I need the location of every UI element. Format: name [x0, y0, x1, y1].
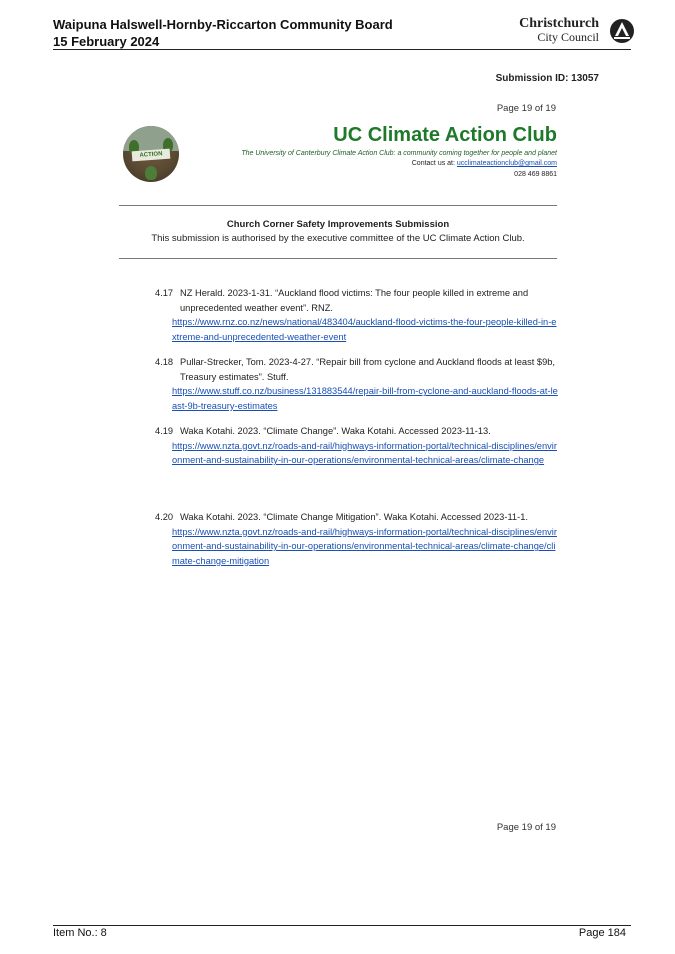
- reference-item: [155, 286, 560, 344]
- reference-link[interactable]: https://www.nzta.govt.nz/roads-and-rail/highways-information-portal/technical-disciplines/environment-and-sustainability-in-our-operations/environmental-technical-areas/climate-change: [172, 440, 557, 466]
- club-logo-icon: [123, 126, 179, 182]
- submission-id: Submission ID: 13057: [495, 73, 599, 84]
- club-phone: 028 469 8861: [514, 171, 557, 178]
- page-number-bottom: [497, 822, 556, 833]
- reference-text: Pullar-Strecker, Tom. 2023-4-27. “Repair bill from cyclone and Auckland floods at least $9b, Treasury estimates”. Stuff.: [180, 357, 555, 382]
- club-logo-text: ACTION: [132, 149, 171, 162]
- club-contact: [412, 160, 557, 167]
- club-name: UC Climate Action Club: [333, 124, 557, 146]
- footer-divider: [53, 925, 631, 926]
- reference-text: Waka Kotahi. 2023. “Climate Change Mitigation”. Waka Kotahi. Accessed 2023-11-1.: [180, 512, 528, 522]
- reference-number: 4.17: [155, 288, 174, 298]
- reference-number: 4.18: [155, 357, 174, 367]
- logo-line2: City Council: [537, 30, 599, 44]
- reference-text: NZ Herald. 2023-1-31. “Auckland flood victims: The four people killed in extreme and unprecedented weather event”. RNZ.: [180, 288, 529, 313]
- letterhead-divider-top: [119, 205, 557, 206]
- document-header: [53, 16, 393, 50]
- reference-link[interactable]: https://www.nzta.govt.nz/roads-and-rail/highways-information-portal/technical-disciplines/environment-and-sustainability-in-our-operations/environmental-technical-areas/climate-change/climate-change-mitigation: [172, 526, 557, 566]
- reference-item: [155, 510, 560, 568]
- footer-page-number: Page 184: [578, 927, 626, 939]
- reference-number: 4.20: [155, 512, 174, 522]
- footer-item-number: Item No.: 8: [53, 927, 107, 939]
- club-email-link[interactable]: ucclimateactionclub@gmail.com: [456, 160, 557, 167]
- reference-link[interactable]: https://www.rnz.co.nz/news/national/483404/auckland-flood-victims-the-four-people-killed-in-extreme-and-unprecedented-weather-event: [172, 317, 557, 342]
- board-name: Waipuna Halswell-Hornby-Riccarton Community Board: [53, 17, 393, 32]
- page-number-top: [497, 103, 556, 114]
- header-divider: [53, 49, 631, 50]
- page-label-bottom: Page 19 of 19: [496, 822, 556, 833]
- council-logo: [515, 16, 635, 46]
- reference-item: [155, 355, 560, 413]
- reference-number: 4.19: [155, 426, 174, 436]
- submission-authorisation: This submission is authorised by the executive committee of the UC Climate Action Club.: [151, 233, 525, 244]
- club-tagline: The University of Canterbury Climate Action Club: a community coming together for people and planet: [241, 150, 557, 157]
- reference-link[interactable]: https://www.stuff.co.nz/business/131883544/repair-bill-from-cyclone-and-auckland-floods-at-least-9b-treasury-estimates: [172, 386, 558, 411]
- contact-label: Contact us at:: [411, 160, 455, 167]
- ccc-logo-icon: [609, 18, 635, 44]
- reference-item: [155, 424, 560, 468]
- submission-title: Church Corner Safety Improvements Submission: [226, 219, 450, 230]
- meeting-date: 15 February 2024: [53, 34, 160, 49]
- logo-line1: Christchurch: [519, 16, 599, 31]
- page-label-top: Page 19 of 19: [496, 103, 556, 114]
- letterhead-divider-bottom: [119, 258, 557, 259]
- reference-text: Waka Kotahi. 2023. “Climate Change”. Waka Kotahi. Accessed 2023-11-13.: [180, 426, 491, 436]
